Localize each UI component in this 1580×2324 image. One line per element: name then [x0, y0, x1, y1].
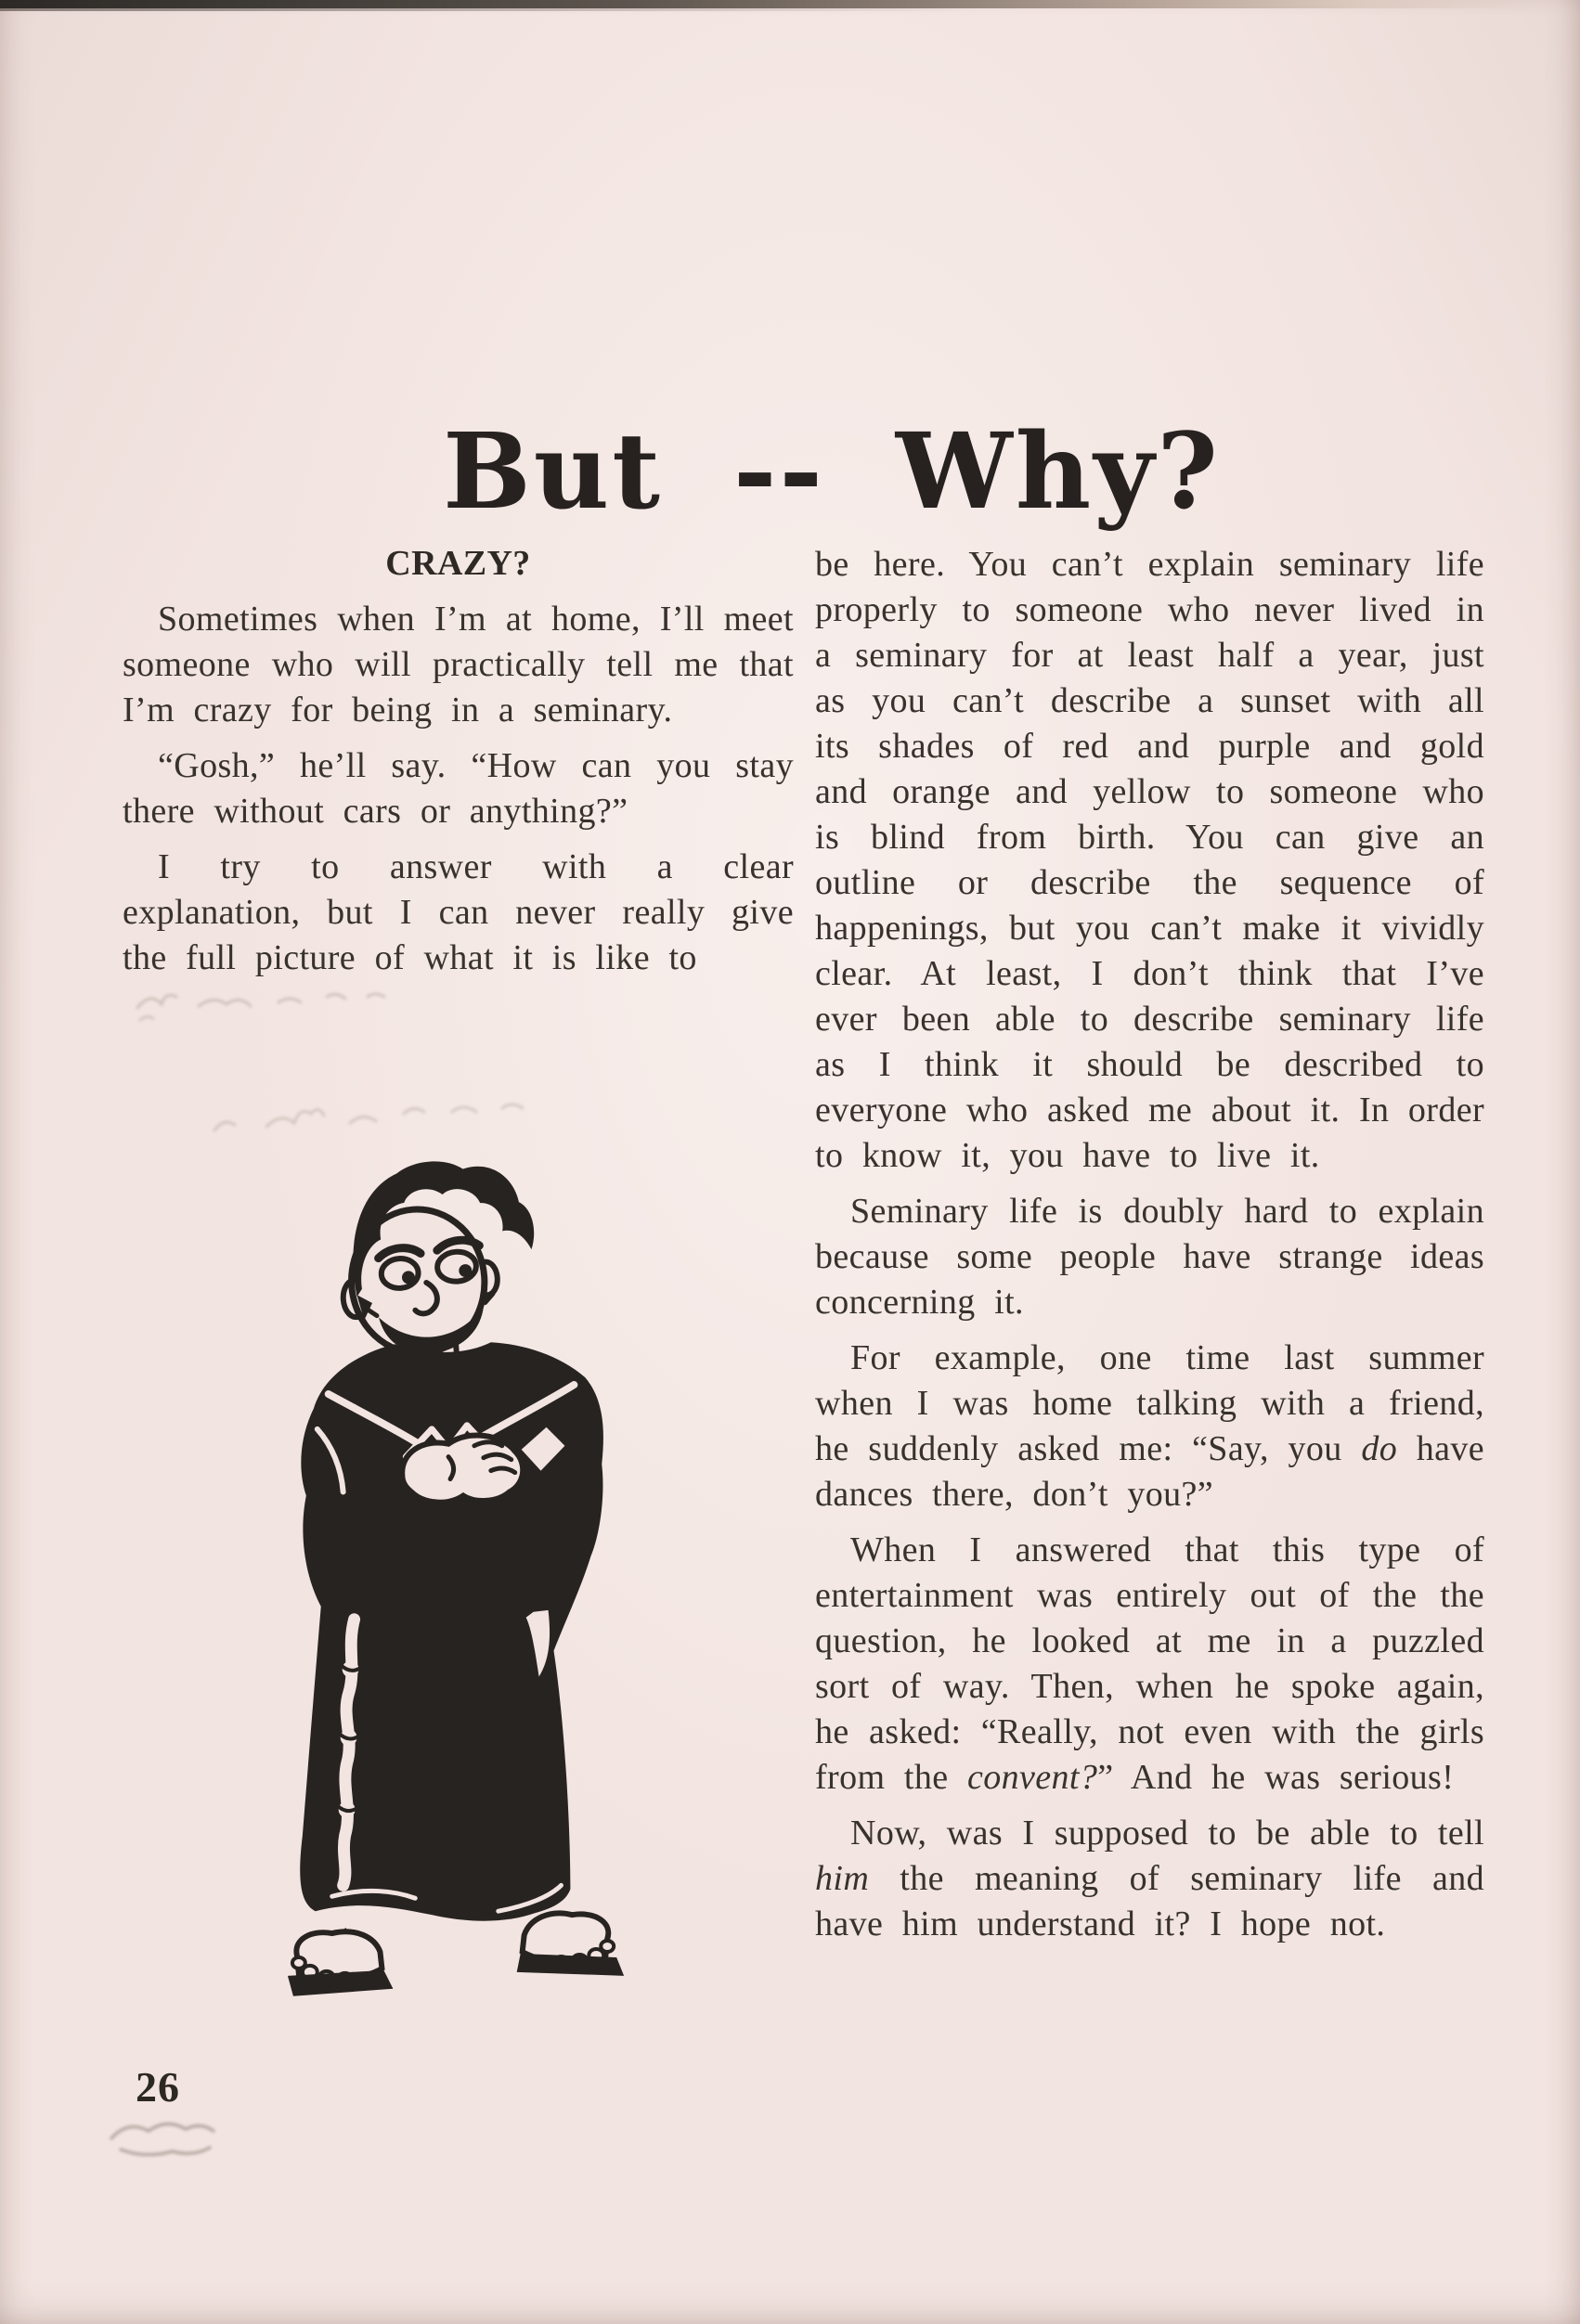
right-column — [815, 542, 1484, 1947]
section-heading: CRAZY? — [385, 544, 531, 583]
paragraph: I try to answer with a clear explanation, but I can never really give the full picture of what it is like to — [123, 847, 794, 977]
scan-edge-shadow — [0, 0, 1580, 8]
pencil-smudge — [130, 980, 529, 1025]
paragraph: Sometimes when I’m at home, I’ll meet someone who will practically tell me that I’m crazy for being in a seminary. — [123, 600, 794, 729]
pencil-smudge — [209, 1099, 645, 1149]
paragraph: be here. You can’t explain seminary life properly to someone who never lived in a seminary for at least half a year, just as you can’t describe a sunset with all its shades of red and purple and gold and orange and yellow to someone who is blind from birth. You can give an outline or describe the sequence of happenings, but you can’t make it vividly clear. At least, I don’t think that I’ve ever been able to describe seminary life as I think it should be described to everyone who asked me about it. In order to know it, you have to live it. — [815, 545, 1484, 1175]
paragraph: Seminary life is doubly hard to explain because some people have strange ideas concerning it. — [815, 1192, 1484, 1322]
left-column — [123, 541, 794, 981]
paragraph: “Gosh,” he’ll say. “How can you stay there without cars or anything?” — [123, 746, 794, 831]
paragraph: For example, one time last summer when I was home talking with a friend, he suddenly asked me: “Say, you do have dances there, don’t you?” — [815, 1338, 1484, 1514]
paragraph: Now, was I supposed to be able to tell him the meaning of seminary life and have him understand it? I hope not. — [815, 1814, 1484, 1943]
paragraph: When I answered that this type of entertainment was entirely out of the the question, he looked at me in a puzzled sort of way. Then, when he spoke again, he asked: “Really, not even with the girls from the convent?” And he was serious! — [815, 1530, 1484, 1797]
pencil-smudge — [104, 2114, 253, 2163]
scan-edge-shadow-line — [0, 8, 979, 11]
page-title: But -- Why? — [443, 411, 1221, 534]
page-number: 26 — [136, 2063, 180, 2111]
friar-illustration — [277, 1151, 646, 2003]
